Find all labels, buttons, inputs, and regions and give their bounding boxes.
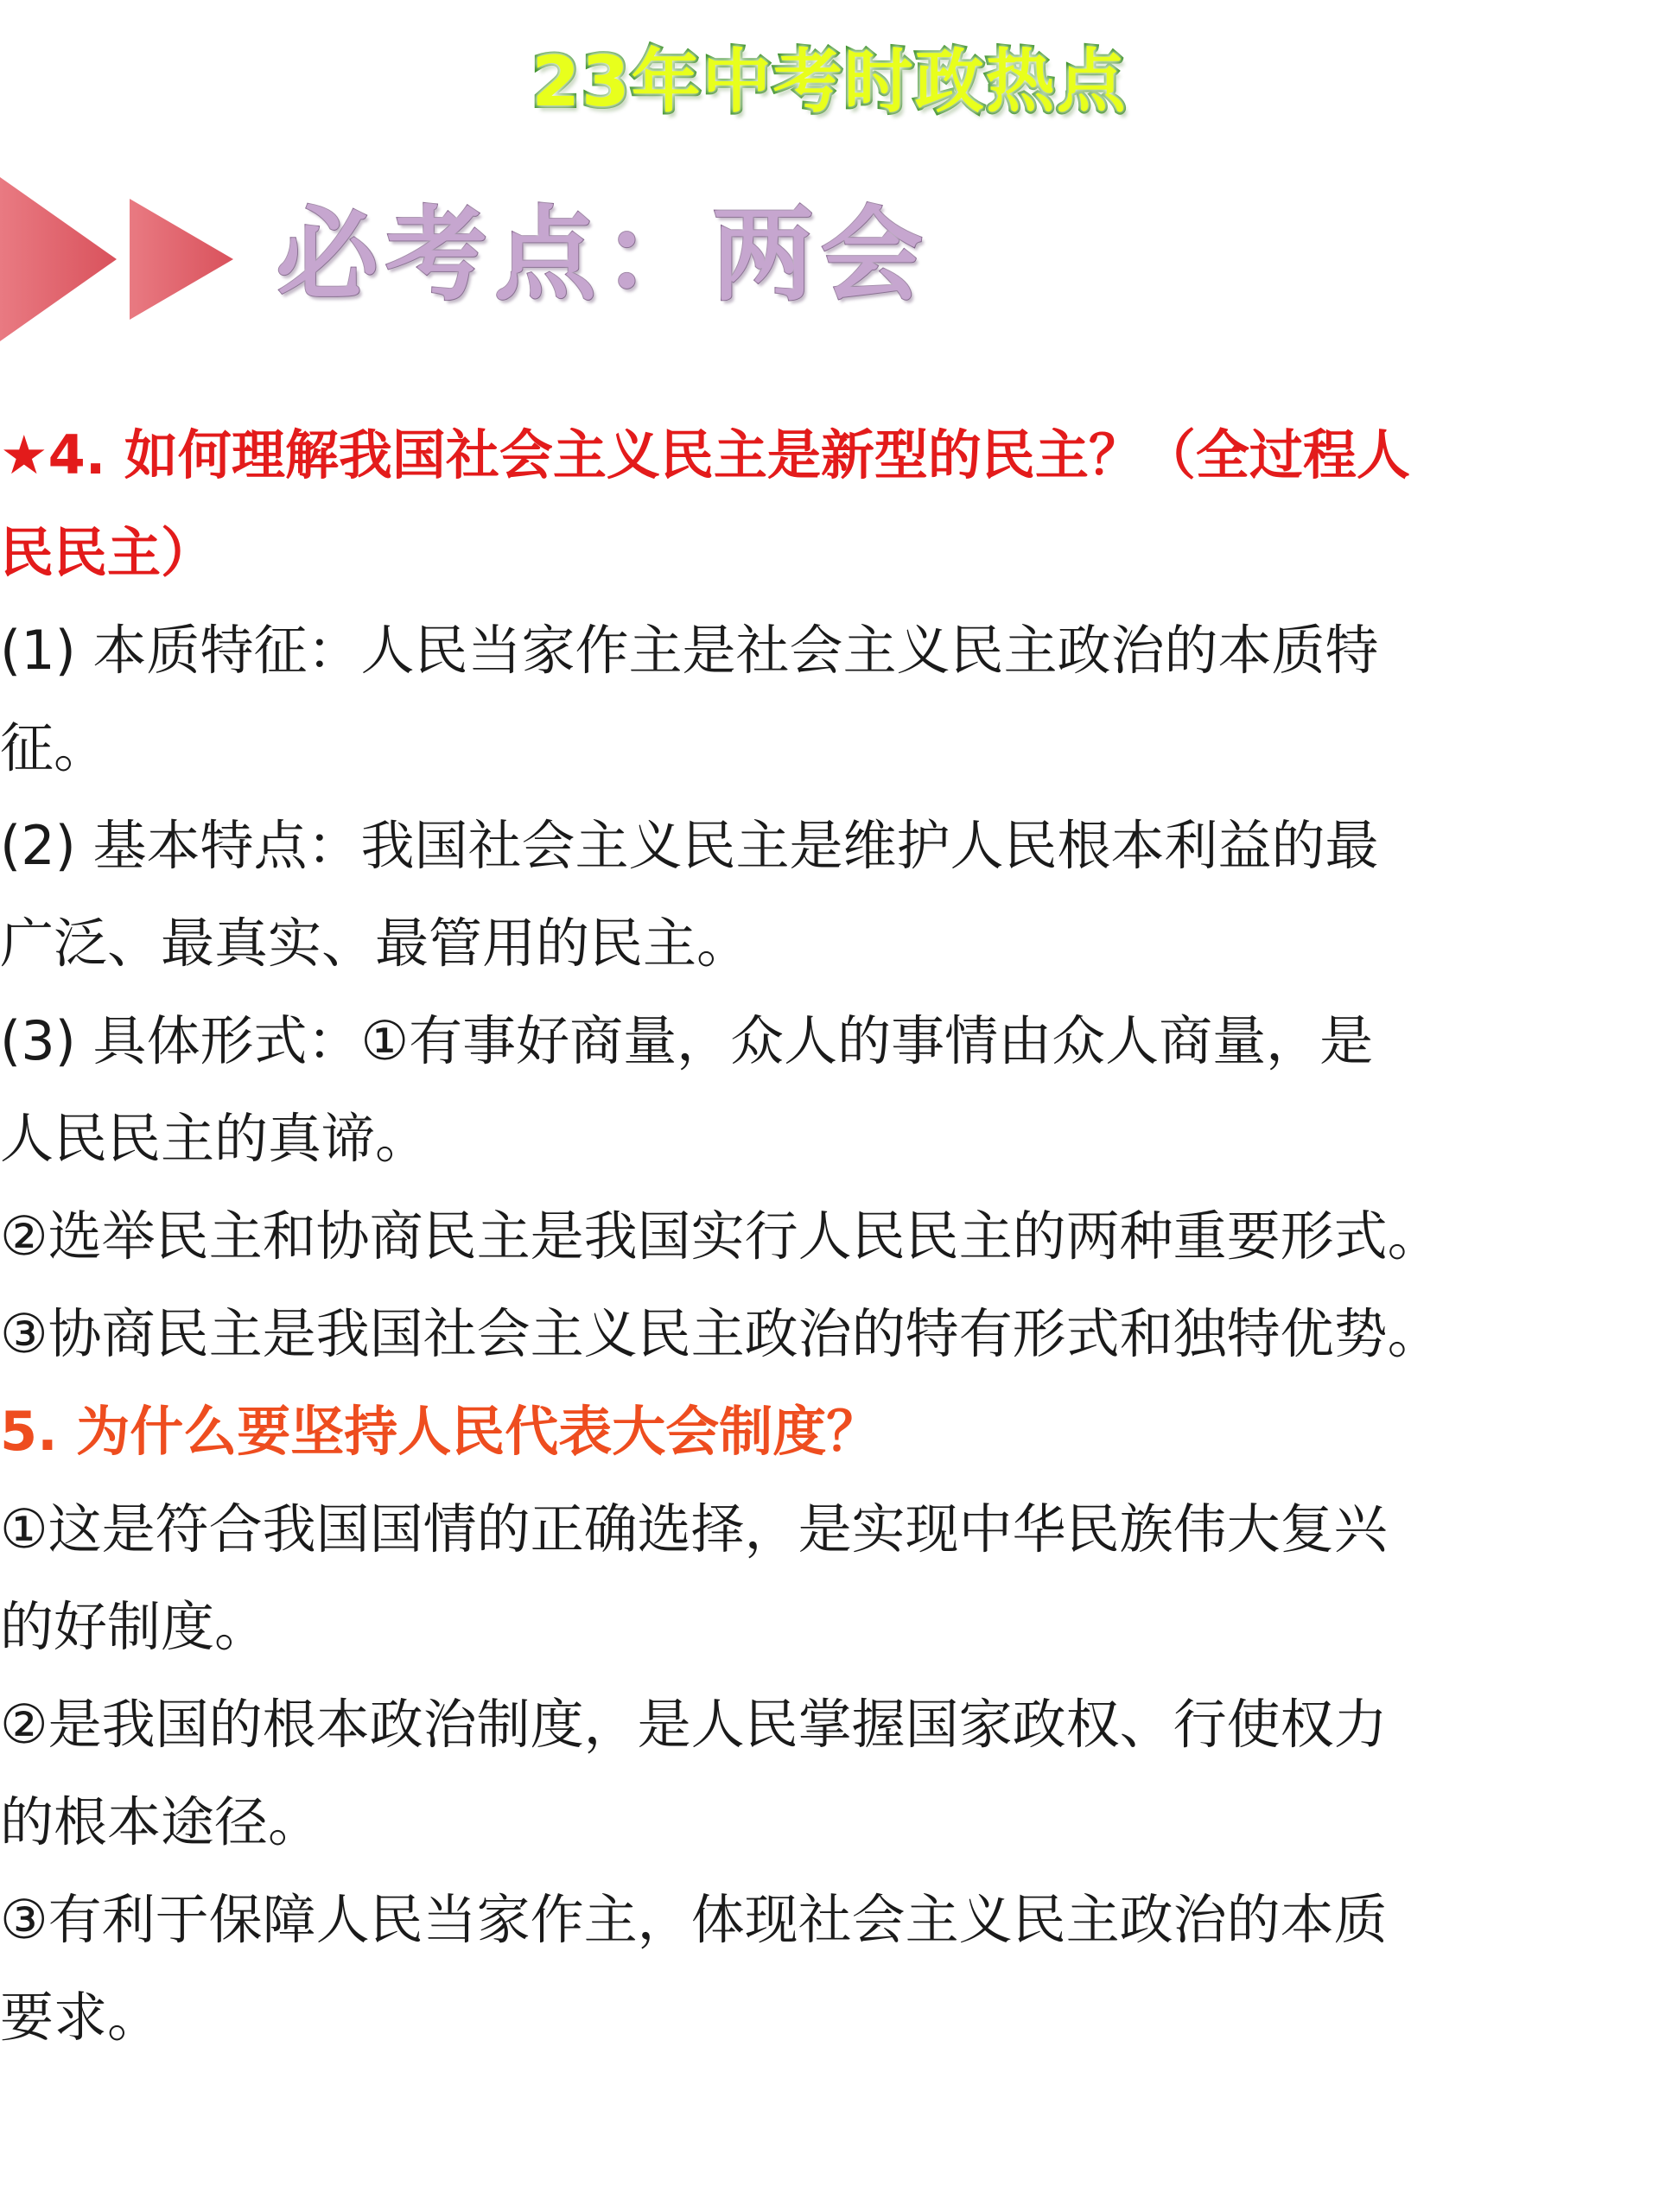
question-5-heading: 5. 为什么要坚持人民代表大会制度？ [0,1400,880,1463]
answer-line: 人民民主的真谛。 [0,1107,429,1170]
answer-line: 的好制度。 [0,1595,269,1658]
answer-line: ③协商民主是我国社会主义民主政治的特有形式和独特优势。 [0,1302,1441,1365]
answer-line: 征。 [0,716,108,779]
question-4-heading-cont: 民民主） [0,521,215,584]
page-subtitle: 必考点：两会 [276,194,931,315]
answer-line: ②是我国的根本政治制度，是人民掌握国家政权、行使权力 [0,1693,1388,1756]
answer-line: 要求。 [0,1986,162,2049]
answer-line: ①这是符合我国国情的正确选择，是实现中华民族伟大复兴 [0,1497,1388,1560]
answer-line: ②选举民主和协商民主是我国实行人民民主的两种重要形式。 [0,1205,1441,1268]
answer-line: 广泛、最真实、最管用的民主。 [0,912,751,975]
answer-line: (2) 基本特点：我国社会主义民主是维护人民根本利益的最 [0,814,1379,877]
answer-line: (1) 本质特征：人民当家作主是社会主义民主政治的本质特 [0,619,1379,682]
question-4-heading: ★4. 如何理解我国社会主义民主是新型的民主？（全过程人 [0,423,1410,486]
answer-line: 的根本途径。 [0,1790,322,1853]
banner-title: 23年中考时政热点 [531,41,1128,122]
article-body [0,406,1655,2066]
double-arrow-icon [0,177,251,341]
answer-line: ③有利于保障人民当家作主，体现社会主义民主政治的本质 [0,1888,1388,1951]
answer-line: (3) 具体形式：①有事好商量，众人的事情由众人商量，是 [0,1009,1374,1072]
